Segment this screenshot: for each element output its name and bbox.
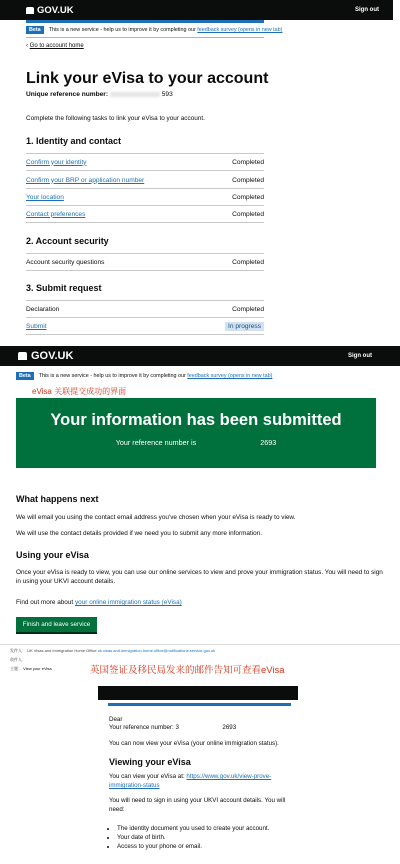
back-link[interactable]: ‹ Go to account home <box>26 43 84 49</box>
find-out-more: Find out more about your online immigration status (eVisa) <box>16 599 182 606</box>
chevron-left-icon: ‹ <box>26 43 28 49</box>
beta-tag: Beta <box>26 26 44 34</box>
task-status: Completed <box>232 210 264 218</box>
govuk-logo[interactable]: GOV.UK <box>18 350 73 362</box>
task-row <box>26 206 264 223</box>
email-subject: 主题： View your eVisa <box>10 666 52 671</box>
redacted-block <box>198 440 258 445</box>
what-next-paragraph-1: We will email you using the contact email address you've chosen when your eVisa is ready to view. <box>16 514 296 521</box>
crown-icon <box>18 352 27 360</box>
task-row <box>26 301 264 318</box>
email-header-bar <box>98 686 298 700</box>
panel-title: Your information has been submitted <box>50 411 342 429</box>
page-title: Link your eVisa to your account <box>26 70 269 87</box>
annotation-submission-success: eVisa 关联提交成功的界面 <box>32 387 127 396</box>
feedback-link[interactable]: feedback survey (opens in new tab) <box>197 27 283 33</box>
task-row <box>26 189 264 206</box>
status-tag-in-progress: In progress <box>225 322 264 331</box>
section-heading-submit: 3. Submit request <box>26 283 102 293</box>
task-label-security-questions: Account security questions <box>26 258 105 266</box>
email-to: 收件人： <box>10 657 26 662</box>
what-next-paragraph-2: We will use the contact details provided if we need you to submit any more information. <box>16 530 263 537</box>
beta-divider-1 <box>26 37 264 38</box>
email-from: 发件人： UK Visas and Immigration Home Office uk.visas.and.immigration.home.office@notifications.service.gov.uk <box>10 648 215 653</box>
list-item: • The identity document you used to create your account. <box>117 825 297 834</box>
email-reference: Your reference number: 3 2693 <box>109 724 237 731</box>
task-row <box>26 254 264 271</box>
email-viewing-heading: Viewing your eVisa <box>109 757 191 767</box>
reference-number: Unique reference number: 593 <box>26 91 173 98</box>
list-item: • Access to your phone or email. <box>117 843 297 852</box>
feedback-link[interactable]: feedback survey (opens in new tab) <box>187 373 273 379</box>
task-link-brp[interactable]: Confirm your BRP or application number <box>26 176 145 184</box>
immigration-status-link[interactable]: your online immigration status (eVisa) <box>74 599 182 606</box>
sign-out-link[interactable]: Sign out <box>348 353 372 359</box>
task-row <box>26 154 264 171</box>
list-item: • Your date of birth. <box>117 834 297 843</box>
crown-icon <box>26 7 34 14</box>
govuk-logo[interactable]: GOV.UK <box>26 5 74 16</box>
email-blue-stripe <box>108 703 291 706</box>
section-heading-security: 2. Account security <box>26 236 109 246</box>
task-status: Completed <box>232 158 264 166</box>
using-evisa-heading: Using your eVisa <box>16 550 89 560</box>
task-label-declaration: Declaration <box>26 305 60 313</box>
header-bar-1 <box>0 0 393 20</box>
email-needs-list <box>117 825 297 852</box>
intro-text: Complete the following tasks to link your eVisa to your account. <box>26 115 205 122</box>
section-heading-identity: 1. Identity and contact <box>26 136 122 146</box>
annotation-email: 英国签证及移民局发来的邮件告知可查看eVisa <box>90 665 285 676</box>
task-status: Completed <box>232 193 264 201</box>
task-link-identity[interactable]: Confirm your identity <box>26 158 87 166</box>
email-divider <box>0 644 400 645</box>
blue-stripe-1 <box>26 20 264 23</box>
email-can-view: You can now view your eVisa (your online immigration status). <box>109 740 279 747</box>
email-dear: Dear <box>109 716 123 723</box>
task-link-location[interactable]: Your location <box>26 193 64 201</box>
header-bar-2 <box>0 346 400 366</box>
task-status: Completed <box>232 258 264 266</box>
beta-banner-2: Beta This is a new service - help us to improve it by completing our feedback survey (opens in new tab) <box>16 372 272 380</box>
task-row <box>26 172 264 189</box>
what-happens-next-heading: What happens next <box>16 494 99 504</box>
confirmation-panel <box>16 398 376 468</box>
task-status: Completed <box>232 176 264 184</box>
beta-banner-1: Beta This is a new service - help us to improve it by completing our feedback survey (opens in new tab) <box>26 26 282 34</box>
task-status: Completed <box>232 305 264 313</box>
email-view-at: You can view your eVisa at: https://www.gov.uk/view-prove-immigration-status <box>109 773 272 789</box>
task-link-contact-preferences[interactable]: Contact preferences <box>26 210 86 218</box>
redacted-block <box>181 725 221 729</box>
sign-out-link[interactable]: Sign out <box>355 7 379 13</box>
email-sign-in: You will need to sign in using your UKVI account details. You will need: <box>109 797 286 813</box>
panel-reference: Your reference number is 2693 <box>115 438 277 447</box>
task-row <box>26 318 264 335</box>
using-evisa-paragraph: Once your eVisa is ready to view, you can use our online services to view and prove your immigration status. You will need to sign in using your UKVI account details. <box>16 569 383 586</box>
task-link-submit[interactable]: Submit <box>26 322 47 330</box>
redacted-block <box>110 92 160 97</box>
finish-and-leave-button[interactable]: Finish and leave service <box>16 617 97 632</box>
view-prove-link[interactable]: https://www.gov.uk/view-prove-immigration-status <box>109 773 272 789</box>
beta-tag: Beta <box>16 372 34 380</box>
